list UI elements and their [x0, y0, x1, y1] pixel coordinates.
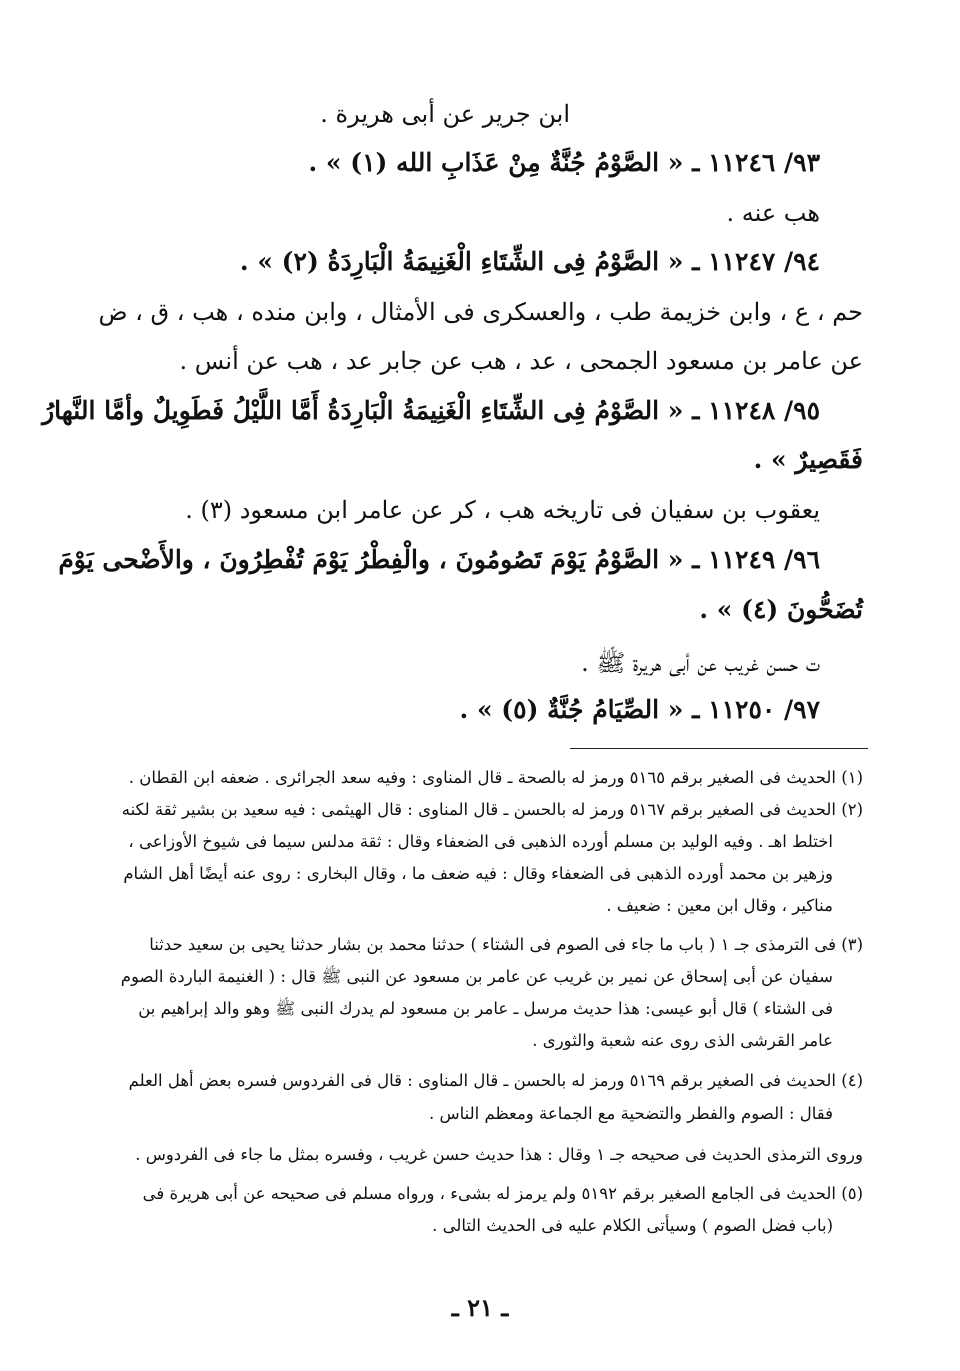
source-line: ابن جرير عن أبى هريرة .: [320, 100, 570, 128]
footnote-line: (٤) الحديث فى الصغير برقم ٥١٦٩ ورمز له بالحسن ـ قال المناوى : قال فى الفردوس فسره بعض أهل العلم: [128, 1071, 863, 1090]
footnote-line: فى الشتاء ) قال أبو عيسى: هذا حديث مرسل ـ عامر بن مسعود لم يدرك النبى ﷺ وهو والد إبراهيم بن: [138, 999, 833, 1018]
source-line: عن عامر بن مسعود الجمحى ، عد ، هب عن جابر عد ، هب عن أنس .: [179, 347, 863, 375]
footnote-line: عامر القرشى الذى روى عنه شعبة والثورى .: [532, 1031, 833, 1050]
footnote-line: سفيان عن أبى إسحاق عن نمير بن غريب عن عامر بن مسعود عن النبى ﷺ قال : ( الغنيمة الباردة الصوم: [120, 967, 833, 986]
hadith-line: ٩٤/ ١١٢٤٧ ـ « الصَّوْمُ فِى الشِّتَاءِ الْغَنِيمَةُ الْبَارِدَةُ (٢) » .: [239, 247, 820, 276]
footnote-line: (باب فضل الصوم ) وسيأتى الكلام عليه فى الحديث التالى .: [432, 1216, 833, 1235]
source-line: ت حسن غريب عن أبى هريرة ﷺ .: [581, 649, 820, 677]
source-line: يعقوب بن سفيان فى تاريخه هب ، كر عن عامر ابن مسعود (٣) .: [185, 496, 820, 524]
footnote-line: (١) الحديث فى الصغير برقم ٥١٦٥ ورمز له بالصحة ـ قال المناوى : وفيه سعد الجرائرى . ضعفه ابن القطان .: [128, 768, 863, 787]
footnote-separator: [570, 748, 868, 749]
source-line: هب عنه .: [726, 199, 820, 227]
hadith-line: ٩٣/ ١١٢٤٦ ـ « الصَّوْمُ جُنَّةٌ مِنْ عَذَابِ الله (١) » .: [308, 148, 820, 177]
hadith-line: ٩٧/ ١١٢٥٠ ـ « الصِّيَامُ جُنَّةٌ (٥) » .: [459, 695, 820, 724]
footnote-line: (٢) الحديث فى الصغير برقم ٥١٦٧ ورمز له بالحسن ـ قال المناوى : قال الهيثمى : فيه سعيد بن بشير ثقة لكنه: [121, 800, 863, 819]
footnote-line: فقال : الصوم والفطر والتضحية مع الجماعة ومعظم الناس .: [428, 1104, 833, 1123]
hadith-line: ٩٦/ ١١٢٤٩ ـ « الصَّوْمُ يَوْمَ تَصُومُونَ ، والْفِطْرُ يَوْمَ تُفْطِرُونَ ، والأَضْحى يَوْمَ: [58, 545, 820, 574]
hadith-line: فَقَصِيرٌ » .: [753, 445, 863, 474]
hadith-line: تُضَحُّونَ (٤) » .: [699, 595, 863, 624]
page-number: ـ ٢١ ـ: [451, 1293, 509, 1322]
footnote-line: وروى الترمذى الحديث فى صحيحه جـ ١ وقال : هذا حديث حسن غريب ، وفسره بمثل ما جاء فى الفردوس .: [135, 1145, 863, 1164]
source-line: حم ، ع ، وابن خزيمة طب ، والعسكرى فى الأمثال ، وابن منده ، هب ، ق ، ض: [98, 298, 863, 326]
hadith-line: ٩٥/ ١١٢٤٨ ـ « الصَّوْمُ فِى الشِّتَاءِ الْغَنِيمَةُ الْبَارِدَةُ أَمَّا اللَّيْلُ فَطَوِيلٌ وأمَّا النَّهارُ: [42, 396, 820, 425]
footnote-line: وزهير بن محمد أورده الذهبى فى الضعفاء وقال : فيه ضعف ما ، وقال البخارى : روى عنه أيضًا أهل الشام: [123, 864, 833, 883]
footnote-line: (٣) فى الترمذى جـ ١ ( باب ما جاء فى الصوم فى الشتاء ) حدثنا محمد بن بشار حدثنا يحيى بن سعيد حدثنا: [149, 935, 863, 954]
footnote-line: مناكير ، وقال ابن معين : ضعيف .: [606, 896, 833, 915]
footnote-line: اختلط اهـ . وفيه الوليد بن مسلم أورده الذهبى فى الضعفاء وقال : ثقة مدلس سيما فى شيوخ الأوزاعى ،: [128, 832, 833, 851]
footnote-line: (٥) الحديث فى الجامع الصغير برقم ٥١٩٢ ولم يرمز له بشىء ، ورواه مسلم فى صحيحه عن أبى هريرة فى: [142, 1184, 863, 1203]
